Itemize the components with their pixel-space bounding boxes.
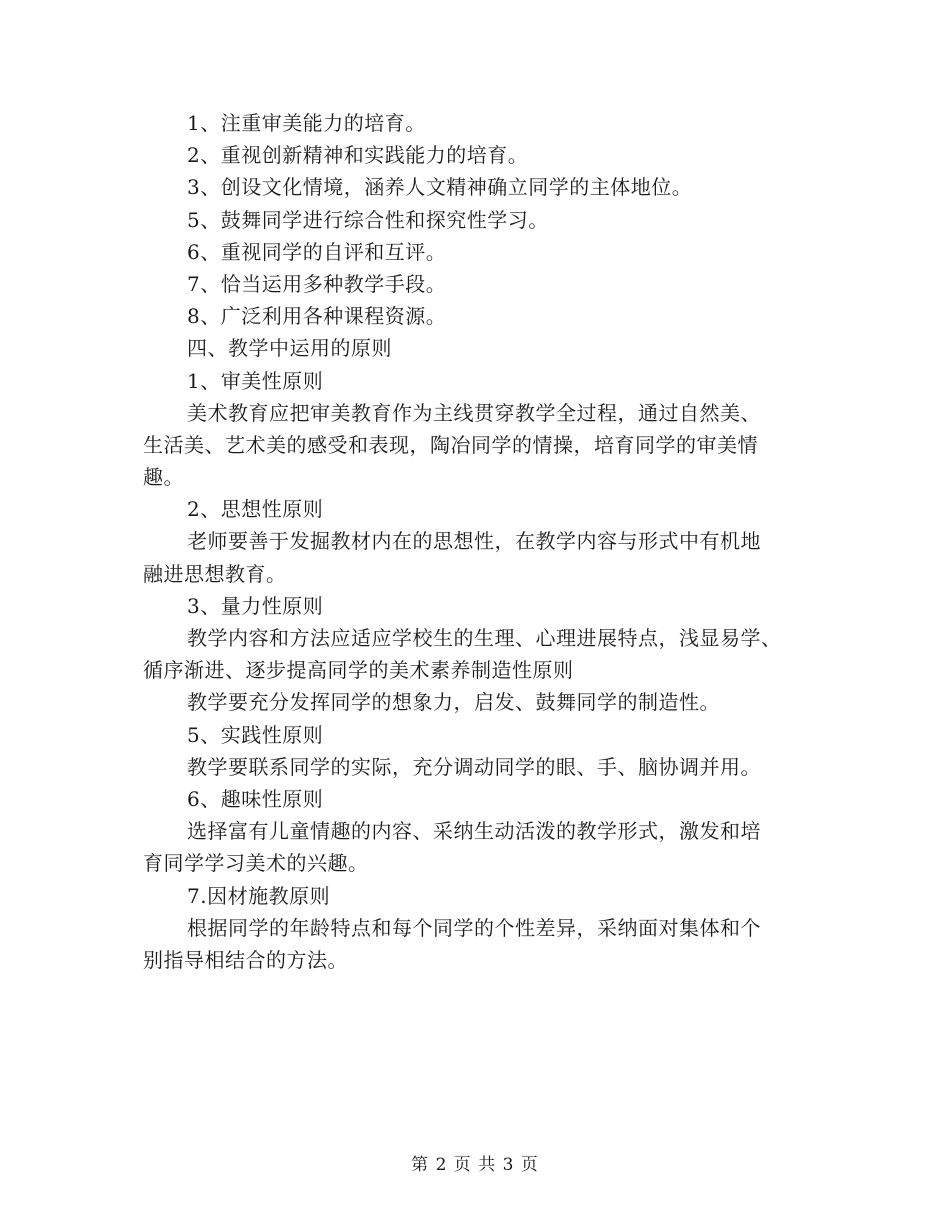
text-line: 2、重视创新精神和实践能力的培育。 — [187, 143, 529, 168]
text-line: 1、审美性原则 — [187, 368, 324, 393]
text-line: 6、趣味性原则 — [187, 786, 324, 811]
text-line: 3、创设文化情境，涵养人文精神确立同学的主体地位。 — [187, 175, 693, 200]
text-line: 别指导相结合的方法。 — [143, 947, 348, 972]
text-line: 5、实践性原则 — [187, 722, 324, 747]
text-line: 选择富有儿童情趣的内容、采纳生动活泼的教学形式，激发和培 — [187, 819, 761, 844]
text-line: 生活美、艺术美的感受和表现，陶冶同学的情操，培育同学的审美情 — [143, 432, 758, 457]
text-line: 循序渐进、逐步提高同学的美术素养制造性原则 — [143, 658, 574, 683]
text-line: 教学内容和方法应适应学校生的生理、心理进展特点，浅显易学、 — [187, 626, 782, 650]
text-line: 育同学学习美术的兴趣。 — [143, 851, 369, 876]
text-line: 7、恰当运用多种教学手段。 — [187, 271, 447, 296]
text-line: 2、思想性原则 — [187, 497, 324, 522]
text-line: 1、注重审美能力的培育。 — [187, 111, 426, 135]
page-number-footer: 第 2 页 共 3 页 — [411, 1155, 539, 1175]
text-line: 8、广泛利用各种课程资源。 — [187, 304, 447, 329]
text-line: 3、量力性原则 — [187, 593, 324, 618]
text-line: 四、教学中运用的原则 — [187, 336, 392, 361]
text-line: 教学要充分发挥同学的想象力，启发、鼓舞同学的制造性。 — [187, 690, 720, 715]
text-line: 根据同学的年龄特点和每个同学的个性差异，采纳面对集体和个 — [187, 915, 761, 940]
text-line: 教学要联系同学的实际，充分调动同学的眼、手、脑协调并用。 — [187, 754, 761, 779]
text-line: 7.因材施教原则 — [187, 883, 331, 908]
text-line: 老师要善于发掘教材内在的思想性，在教学内容与形式中有机地 — [187, 529, 761, 554]
text-line: 5、鼓舞同学进行综合性和探究性学习。 — [187, 207, 549, 232]
text-line: 6、重视同学的自评和互评。 — [187, 239, 447, 264]
text-line: 趣。 — [143, 465, 184, 490]
text-line: 融进思想教育。 — [143, 561, 287, 586]
text-line: 美术教育应把审美教育作为主线贯穿教学全过程，通过自然美、 — [187, 400, 761, 425]
document-body — [143, 107, 823, 976]
